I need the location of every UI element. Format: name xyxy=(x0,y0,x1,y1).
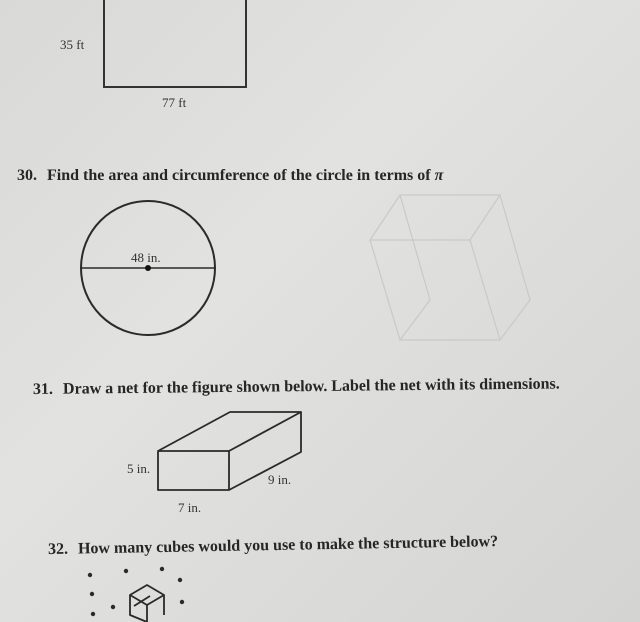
pi-symbol: π xyxy=(434,167,444,184)
circle-diameter-label: 48 in. xyxy=(131,250,161,265)
question-31-number: 31. xyxy=(32,380,54,398)
isometric-dot xyxy=(124,569,128,573)
question-31-text: Draw a net for the figure shown below. Label the net with its dimensions. xyxy=(62,375,560,398)
question-30-number: 30. xyxy=(17,167,37,184)
cube-drawing xyxy=(130,585,164,622)
isometric-dot xyxy=(178,578,182,582)
isometric-dot xyxy=(160,567,164,571)
question-32-text: How many cubes would you use to make the structure below? xyxy=(77,533,499,558)
prism-width-label: 7 in. xyxy=(178,500,202,515)
isometric-dot xyxy=(111,605,115,609)
isometric-dot xyxy=(180,600,184,604)
prism-length-label: 9 in. xyxy=(268,472,292,487)
isometric-dot xyxy=(90,592,94,596)
rectangle-height-label: 35 ft xyxy=(60,37,85,52)
rectangle-width-label: 77 ft xyxy=(162,95,187,110)
prism-height-label: 5 in. xyxy=(127,461,151,476)
question-32-number: 32. xyxy=(47,540,69,558)
isometric-dot xyxy=(88,573,92,577)
question-30-text: Find the area and circumference of the circle in terms of xyxy=(47,167,431,184)
isometric-dot xyxy=(91,612,95,616)
